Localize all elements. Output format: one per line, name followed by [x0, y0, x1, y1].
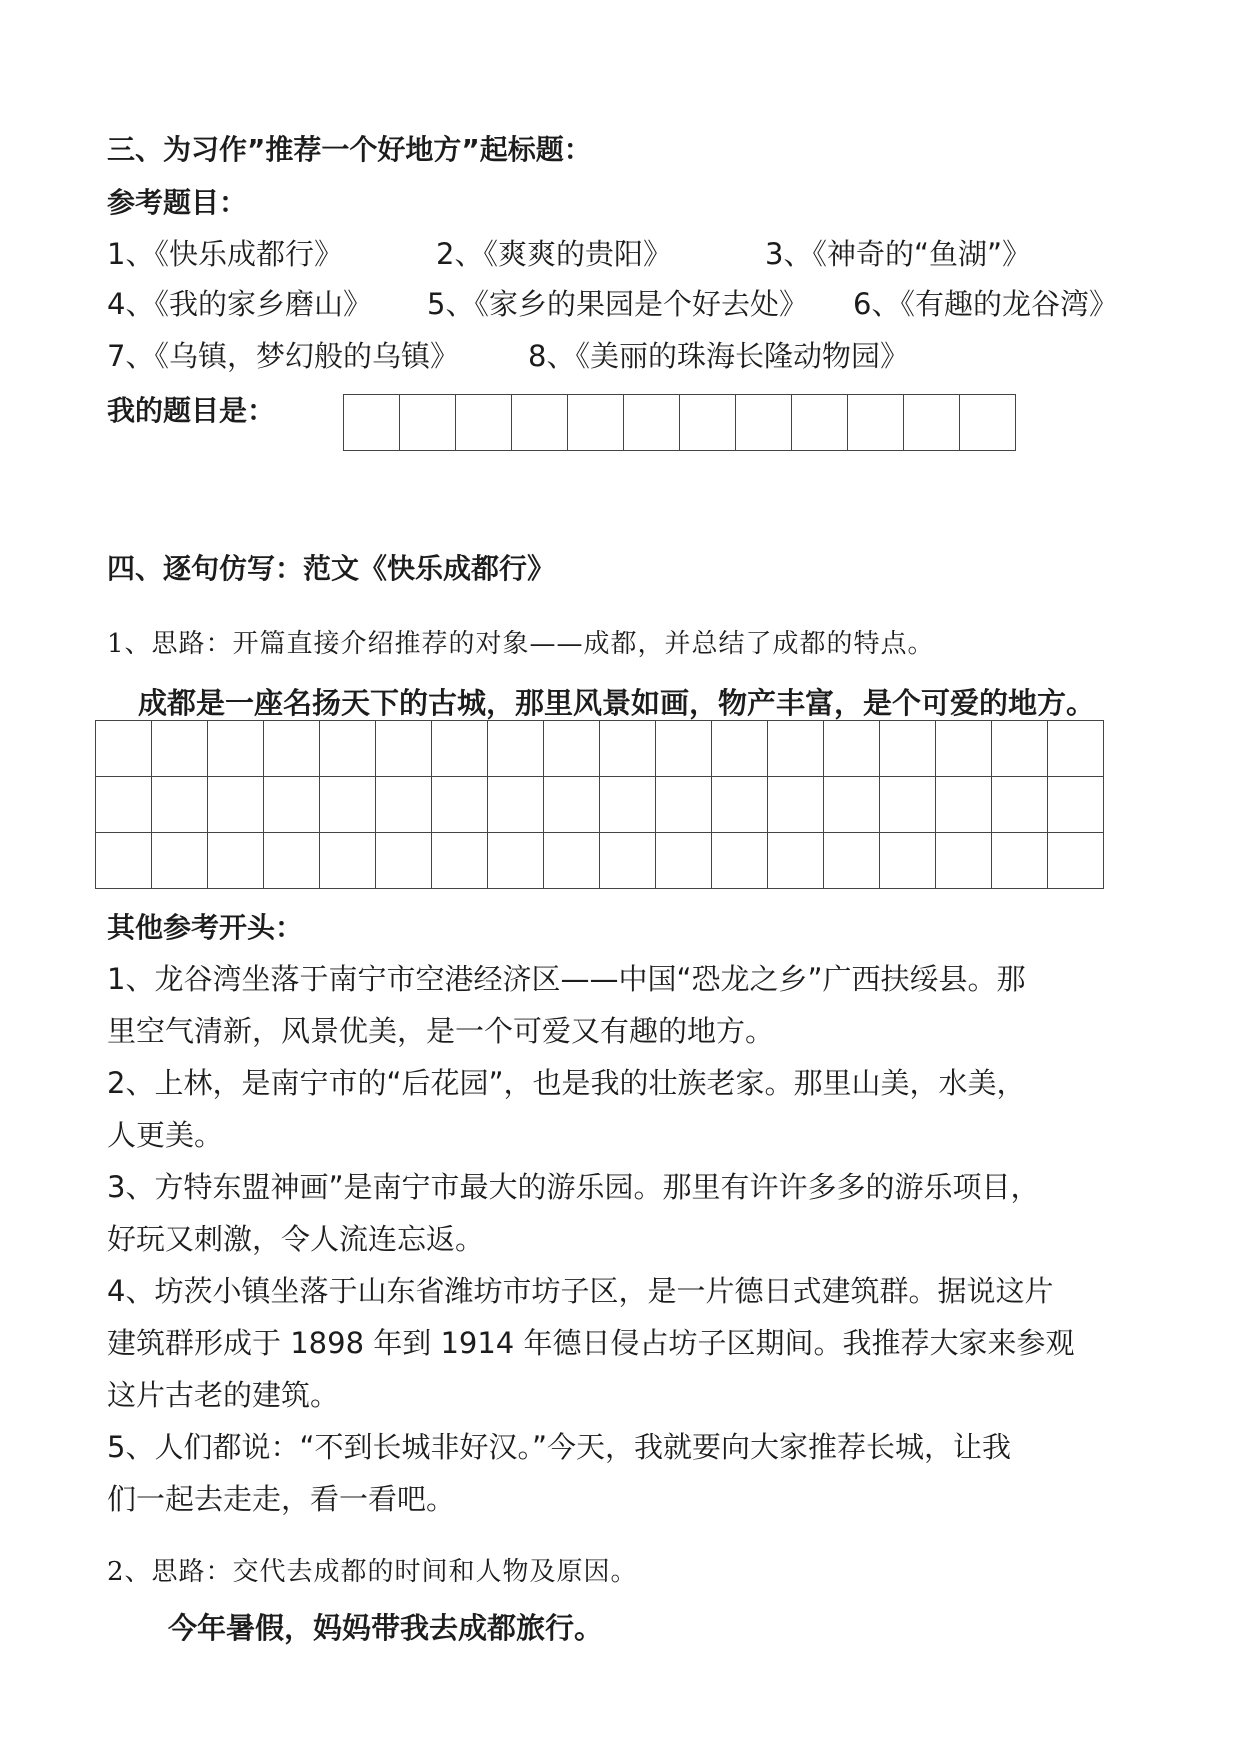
section3-heading: 三、为习作”推荐一个好地方”起标题：: [107, 133, 592, 166]
grid-cell[interactable]: [320, 833, 376, 889]
grid-cell[interactable]: [712, 833, 768, 889]
reference-title-item: 8、《美丽的珠海长隆动物园》: [528, 339, 909, 373]
grid-cell[interactable]: [712, 777, 768, 833]
reference-title-item: 2、《爽爽的贵阳》: [436, 237, 672, 271]
other-opening-line: 建筑群形成于 1898 年到 1914 年德日侵占坊子区期间。我推荐大家来参观: [107, 1326, 1075, 1360]
other-opening-line: 4、坊茨小镇坐落于山东省潍坊市坊子区，是一片德日式建筑群。据说这片: [107, 1274, 1054, 1308]
grid-cell[interactable]: [320, 777, 376, 833]
grid-cell[interactable]: [600, 833, 656, 889]
grid-cell[interactable]: [880, 777, 936, 833]
grid-cell[interactable]: [432, 833, 488, 889]
reference-title-item: 7、《乌镇，梦幻般的乌镇》: [107, 339, 459, 373]
grid-cell[interactable]: [96, 721, 152, 777]
grid-cell[interactable]: [880, 721, 936, 777]
reference-title-item: 5、《家乡的果园是个好去处》: [427, 287, 808, 321]
grid-cell[interactable]: [488, 721, 544, 777]
reference-title-item: 3、《神奇的“鱼湖”》: [765, 237, 1031, 271]
grid-cell[interactable]: [320, 721, 376, 777]
grid-cell[interactable]: [152, 777, 208, 833]
grid-cell[interactable]: [880, 833, 936, 889]
grid-cell[interactable]: [512, 395, 568, 451]
grid-cell[interactable]: [344, 395, 400, 451]
grid-cell[interactable]: [656, 833, 712, 889]
grid-cell[interactable]: [152, 721, 208, 777]
other-opening-line: 里空气清新，风景优美，是一个可爱又有趣的地方。: [107, 1014, 775, 1048]
grid-cell[interactable]: [656, 777, 712, 833]
grid-cell[interactable]: [960, 395, 1016, 451]
grid-cell[interactable]: [376, 777, 432, 833]
grid-cell[interactable]: [992, 777, 1048, 833]
grid-cell[interactable]: [848, 395, 904, 451]
grid-cell[interactable]: [656, 721, 712, 777]
grid-cell[interactable]: [568, 395, 624, 451]
title-writing-grid[interactable]: [343, 394, 1016, 451]
grid-cell[interactable]: [600, 777, 656, 833]
grid-cell[interactable]: [208, 833, 264, 889]
grid-cell[interactable]: [600, 721, 656, 777]
reference-titles-label: 参考题目：: [107, 186, 248, 219]
practice-writing-grid[interactable]: [95, 720, 1104, 889]
grid-cell[interactable]: [824, 777, 880, 833]
grid-cell[interactable]: [376, 721, 432, 777]
grid-cell[interactable]: [488, 833, 544, 889]
grid-cell[interactable]: [488, 777, 544, 833]
grid-cell[interactable]: [792, 395, 848, 451]
grid-cell[interactable]: [824, 833, 880, 889]
grid-cell[interactable]: [768, 721, 824, 777]
other-opening-line: 3、方特东盟神画”是南宁市最大的游乐园。那里有许许多多的游乐项目，: [107, 1170, 1040, 1204]
writing-idea-2: 2、思路：交代去成都的时间和人物及原因。: [107, 1557, 638, 1587]
grid-cell[interactable]: [264, 721, 320, 777]
model-sentence-1: 成都是一座名扬天下的古城，那里风景如画，物产丰富，是个可爱的地方。: [138, 686, 1096, 720]
grid-cell[interactable]: [96, 777, 152, 833]
other-opening-line: 人更美。: [107, 1118, 224, 1152]
grid-cell[interactable]: [1048, 721, 1104, 777]
grid-cell[interactable]: [736, 395, 792, 451]
reference-title-item: 4、《我的家乡磨山》: [107, 287, 372, 321]
grid-cell[interactable]: [544, 833, 600, 889]
grid-cell[interactable]: [824, 721, 880, 777]
other-opening-line: 好玩又刺激，令人流连忘返。: [107, 1222, 485, 1256]
reference-title-item: 6、《有趣的龙谷湾》: [853, 287, 1118, 321]
grid-cell[interactable]: [376, 833, 432, 889]
other-opening-line: 1、龙谷湾坐落于南宁市空港经济区——中国“恐龙之乡”广西扶绥县。那: [107, 962, 1026, 996]
grid-cell[interactable]: [432, 777, 488, 833]
other-opening-line: 们一起去走走，看一看吧。: [107, 1482, 456, 1516]
other-opening-line: 这片古老的建筑。: [107, 1378, 340, 1412]
other-opening-line: 2、上林，是南宁市的“后花园”，也是我的壮族老家。那里山美，水美，: [107, 1066, 1026, 1100]
grid-cell[interactable]: [432, 721, 488, 777]
grid-cell[interactable]: [208, 777, 264, 833]
grid-cell[interactable]: [544, 777, 600, 833]
grid-cell[interactable]: [904, 395, 960, 451]
grid-cell[interactable]: [264, 833, 320, 889]
grid-cell[interactable]: [680, 395, 736, 451]
my-title-label: 我的题目是：: [107, 394, 276, 427]
writing-idea-1: 1、思路：开篇直接介绍推荐的对象——成都，并总结了成都的特点。: [107, 629, 935, 659]
reference-title-item: 1、《快乐成都行》: [107, 237, 343, 271]
grid-cell[interactable]: [264, 777, 320, 833]
grid-cell[interactable]: [544, 721, 600, 777]
grid-cell[interactable]: [936, 777, 992, 833]
section4-heading: 四、逐句仿写：范文《快乐成都行》: [107, 552, 556, 585]
grid-cell[interactable]: [936, 721, 992, 777]
grid-cell[interactable]: [1048, 833, 1104, 889]
grid-cell[interactable]: [96, 833, 152, 889]
grid-cell[interactable]: [712, 721, 768, 777]
grid-cell[interactable]: [208, 721, 264, 777]
grid-cell[interactable]: [768, 833, 824, 889]
model-sentence-2: 今年暑假，妈妈带我去成都旅行。: [168, 1611, 604, 1645]
grid-cell[interactable]: [152, 833, 208, 889]
grid-cell[interactable]: [400, 395, 456, 451]
grid-cell[interactable]: [768, 777, 824, 833]
grid-cell[interactable]: [936, 833, 992, 889]
grid-cell[interactable]: [624, 395, 680, 451]
other-opening-line: 5、人们都说：“不到长城非好汉。”今天，我就要向大家推荐长城，让我: [107, 1430, 1011, 1464]
grid-cell[interactable]: [992, 721, 1048, 777]
grid-cell[interactable]: [992, 833, 1048, 889]
grid-cell[interactable]: [456, 395, 512, 451]
other-openings-label: 其他参考开头：: [107, 911, 304, 944]
grid-cell[interactable]: [1048, 777, 1104, 833]
